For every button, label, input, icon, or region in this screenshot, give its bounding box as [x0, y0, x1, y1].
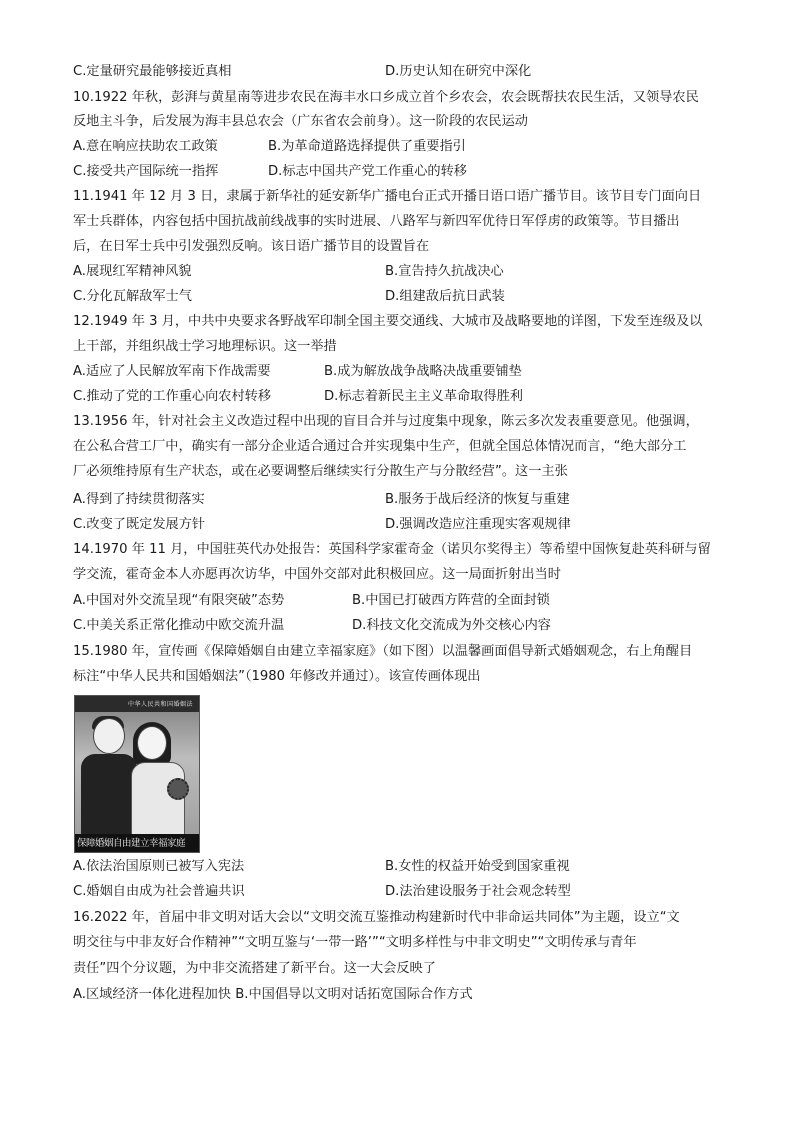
q9-option-c: C.定量研究最能够接近真相 [73, 64, 232, 79]
q15-option-a: A.依法治国原则已被写入宪法 [73, 859, 245, 874]
q12-option-b: B.成为解放战争战略决战重要铺垫 [324, 364, 522, 379]
q16-options-a-b: A.区域经济一体化进程加快 B.中国倡导以文明对话拓宽国际合作方式 [73, 987, 473, 1002]
q10-stem-line-2: 反地主斗争，后发展为海丰县总农会（广东省农会前身）。这一阶段的农民运动 [73, 114, 528, 129]
q11-option-a: A.展现红军精神风貌 [73, 264, 192, 279]
q15-stem-line-1: 15.1980 年，宣传画《保障婚姻自由建立幸福家庭》（如下图）以温馨画面倡导新式婚姻观念，右上角醒目 [73, 644, 693, 659]
q11-option-c: C.分化瓦解敌军士气 [73, 289, 192, 304]
q10-option-b: B.为革命道路选择提供了重要指引 [268, 139, 466, 154]
q11-option-b: B.宣告持久抗战决心 [385, 264, 504, 279]
q11-stem-line-2: 军士兵群体，内容包括中国抗战前线战事的实时进展、八路军与新四军优待日军俘虏的政策等。节目播出 [73, 214, 680, 229]
q10-option-d: D.标志中国共产党工作重心的转移 [268, 164, 467, 179]
q14-option-c: C.中美关系正常化推动中欧交流升温 [73, 618, 285, 633]
q15-option-d: D.法治建设服务于社会观念转型 [385, 884, 571, 899]
q11-stem-line-3: 后，在日军士兵中引发强烈反响。该日语广播节目的设置旨在 [73, 239, 430, 254]
q15-option-c: C.婚姻自由成为社会普遍共识 [73, 884, 245, 899]
q14-option-d: D.科技文化交流成为外交核心内容 [352, 618, 551, 633]
marriage-law-poster-image [74, 695, 200, 853]
q13-option-c: C.改变了既定发展方针 [73, 517, 206, 532]
poster-top-caption: 中华人民共和国婚姻法 [127, 701, 193, 708]
q12-stem-line-2: 上干部，并组织战士学习地理标识。这一举措 [73, 339, 337, 354]
q12-option-a: A.适应了人民解放军南下作战需要 [73, 364, 271, 379]
q16-stem-line-1: 16.2022 年，首届中非文明对话大会以“文明交流互鉴推动构建新时代中非命运共同体”为主题，设立“文 [73, 910, 680, 925]
q13-option-d: D.强调改造应注重现实客观规律 [385, 517, 571, 532]
q14-option-a: A.中国对外交流呈现“有限突破”态势 [73, 593, 285, 608]
q15-option-b: B.女性的权益开始受到国家重视 [385, 859, 570, 874]
q15-stem-line-2: 标注“中华人民共和国婚姻法”（1980 年修改并通过）。该宣传画体现出 [73, 669, 481, 684]
q14-stem-line-1: 14.1970 年 11 月，中国驻英代办处报告：英国科学家霍奇金（诺贝尔奖得主）等希望中国恢复赴英科研与留 [73, 542, 711, 557]
q16-stem-line-2: 明交往与中非友好合作精神”“文明互鉴与‘一带一路’”“文明多样性与中非文明史”“文明传承与青年 [73, 935, 637, 950]
q13-option-b: B.服务于战后经济的恢复与重建 [385, 492, 570, 507]
q16-stem-line-3: 责任”四个分议题，为中非交流搭建了新平台。这一大会反映了 [73, 961, 436, 976]
poster-bottom-caption: 保障婚姻自由建立幸福家庭 [77, 838, 186, 849]
q14-stem-line-2: 学交流，霍奇金本人亦愿再次访华，中国外交部对此积极回应。这一局面折射出当时 [73, 567, 561, 582]
q10-option-a: A.意在响应扶助农工政策 [73, 139, 218, 154]
q10-option-c: C.接受共产国际统一指挥 [73, 164, 219, 179]
q11-stem-line-1: 11.1941 年 12 月 3 日，隶属于新华社的延安新华广播电台正式开播日语口语广播节目。该节目专门面向日 [73, 189, 702, 204]
q14-option-b: B.中国已打破西方阵营的全面封锁 [352, 593, 550, 608]
q13-stem-line-3: 厂必须维持原有生产状态，或在必要调整后继续实行分散生产与分散经营”。这一主张 [73, 464, 568, 479]
q12-stem-line-1: 12.1949 年 3 月，中共中央要求各野战军印制全国主要交通线、大城市及战略要地的详图，下发至连级及以 [73, 314, 703, 329]
q13-stem-line-1: 13.1956 年，针对社会主义改造过程中出现的盲目合并与过度集中现象，陈云多次发表重要意见。他强调， [73, 414, 699, 429]
q12-option-c: C.推动了党的工作重心向农村转移 [73, 389, 272, 404]
q12-option-d: D.标志着新民主主义革命取得胜利 [324, 389, 523, 404]
q13-option-a: A.得到了持续贯彻落实 [73, 492, 205, 507]
q13-stem-line-2: 在公私合营工厂中，确实有一部分企业适合通过合并实现集中生产，但就全国总体情况而言，“绝大部分工 [73, 439, 687, 454]
q9-option-d: D.历史认知在研究中深化 [385, 64, 532, 79]
q11-option-d: D.组建敌后抗日武装 [385, 289, 505, 304]
corsage-flower [167, 778, 189, 800]
q10-stem-line-1: 10.1922 年秋，彭湃与黄星南等进步农民在海丰水口乡成立首个乡农会，农会既帮扶农民生活，又领导农民 [73, 90, 699, 105]
